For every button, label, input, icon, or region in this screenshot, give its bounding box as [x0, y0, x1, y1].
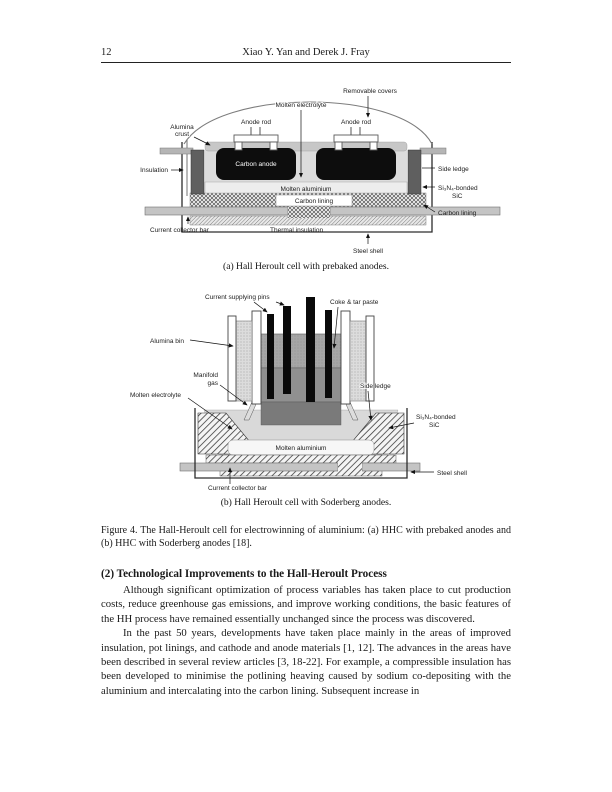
left-sidewall-sic [191, 150, 204, 194]
label-current-collector-bar-a: Current collector bar [150, 227, 209, 234]
collector-bar-right-b [362, 463, 420, 471]
baked-anode-zone [261, 402, 341, 425]
left-deck-plate [160, 148, 193, 154]
label-coke-tar-paste: Coke & tar paste [330, 299, 379, 306]
label-current-collector-bar-b: Current collector bar [208, 485, 267, 492]
page-header [101, 47, 511, 63]
label-sic-a-2: SiC [452, 193, 463, 200]
label-current-supplying-pins: Current supplying pins [205, 294, 270, 301]
pin-1 [267, 314, 274, 399]
label-molten-electrolyte-a: Molten electrolyte [275, 102, 327, 109]
label-sic-b-2: SiC [429, 422, 440, 429]
label-alumina-crust-1: Alumina [170, 124, 194, 131]
anode-casing-left [252, 311, 261, 404]
diagram-b-soderberg-cell [126, 284, 476, 496]
alumina-bin-left [236, 321, 252, 401]
label-thermal-insulation: Thermal insulation [270, 227, 324, 234]
label-manifold-gas-1: Manifold [193, 372, 218, 379]
subcaption-b: (b) Hall Heroult cell with Soderberg anodes. [220, 497, 392, 508]
label-alumina-crust-2: crust [174, 131, 190, 138]
label-carbon-lining: Carbon lining [294, 198, 334, 205]
label-side-ledge-b: Side ledge [360, 383, 391, 390]
label-steel-shell-a: Steel shell [353, 248, 383, 255]
label-anode-rod-left: Anode rod [241, 119, 271, 126]
label-manifold-gas-2: gas [207, 380, 218, 387]
running-title: Xiao Y. Yan and Derek J. Fray [242, 47, 370, 58]
yoke-post [335, 142, 342, 150]
yoke-post [235, 142, 242, 150]
label-removable-covers: Removable covers [343, 88, 397, 95]
collector-bar-left-b [180, 463, 338, 471]
yoke-bar-left [234, 135, 278, 142]
subcaption-a: (a) Hall Heroult cell with prebaked anodes. [223, 261, 389, 272]
label-sic-a-1: Si₃N₄-bonded [438, 185, 478, 192]
paragraph-2: In the past 50 years, developments have taken place mainly in the areas of improved insulation, pot linings, and cathode and anode materials [1, 12]. The advances in the areas have been described in several review articles [3, 18-22]. For example, a compressible insulation has been developed to minimise the potlining heaving caused by sodium co-depositing with the aluminium and intercalating into the carbon lining. Subsequent increase in [101, 627, 511, 697]
pin-4 [325, 310, 332, 398]
yoke-post [270, 142, 277, 150]
label-anode-rod-right: Anode rod [341, 119, 371, 126]
anode-rod-pins [251, 127, 360, 135]
label-molten-electrolyte-b: Molten electrolyte [130, 392, 181, 399]
cathode-block [206, 455, 396, 463]
right-deck-plate [420, 148, 446, 154]
section-block [101, 568, 511, 698]
bar-gap-hatch-b [338, 460, 362, 474]
label-molten-aluminium-a: Molten aluminium [280, 186, 332, 193]
carbon-anode-right [316, 148, 396, 180]
right-sidewall-sic [408, 150, 421, 194]
label-insulation: Insulation [140, 167, 168, 174]
label-alumina-bin: Alumina bin [150, 338, 184, 345]
collector-bar-left [145, 207, 288, 215]
pin-2 [283, 306, 291, 394]
label-sic-b-1: Si₃N₄-bonded [416, 414, 456, 421]
page-number: 12 [101, 47, 112, 58]
diagram-a-prebaked-cell [130, 84, 512, 260]
paragraph-1: Although significant optimization of process variables has taken place to cut production costs, reduce greenhouse gas emissions, and improve working conditions, the basic features of the HH process have remained essentially unchanged since the process was discovered. [101, 584, 511, 625]
bin-wall-left [228, 316, 236, 401]
section-heading: (2) Technological Improvements to the Hall-Heroult Process [101, 568, 387, 580]
yoke-bar-right [334, 135, 378, 142]
pin-3 [306, 297, 315, 402]
figure-caption: Figure 4. The Hall-Heroult cell for electrowinning of aluminium: (a) HHC with prebaked anodes and (b) HHC with Soderberg anodes [18]. [101, 525, 511, 550]
label-steel-shell-b: Steel shell [437, 470, 467, 477]
label-molten-aluminium-b: Molten aluminium [275, 445, 327, 452]
anode-casing-right [341, 311, 350, 404]
yoke-post [370, 142, 377, 150]
label-side-ledge-a: Side ledge [438, 166, 469, 173]
label-carbon-lining-right: Carbon lining [438, 210, 477, 217]
label-carbon-anode: Carbon anode [235, 161, 277, 168]
